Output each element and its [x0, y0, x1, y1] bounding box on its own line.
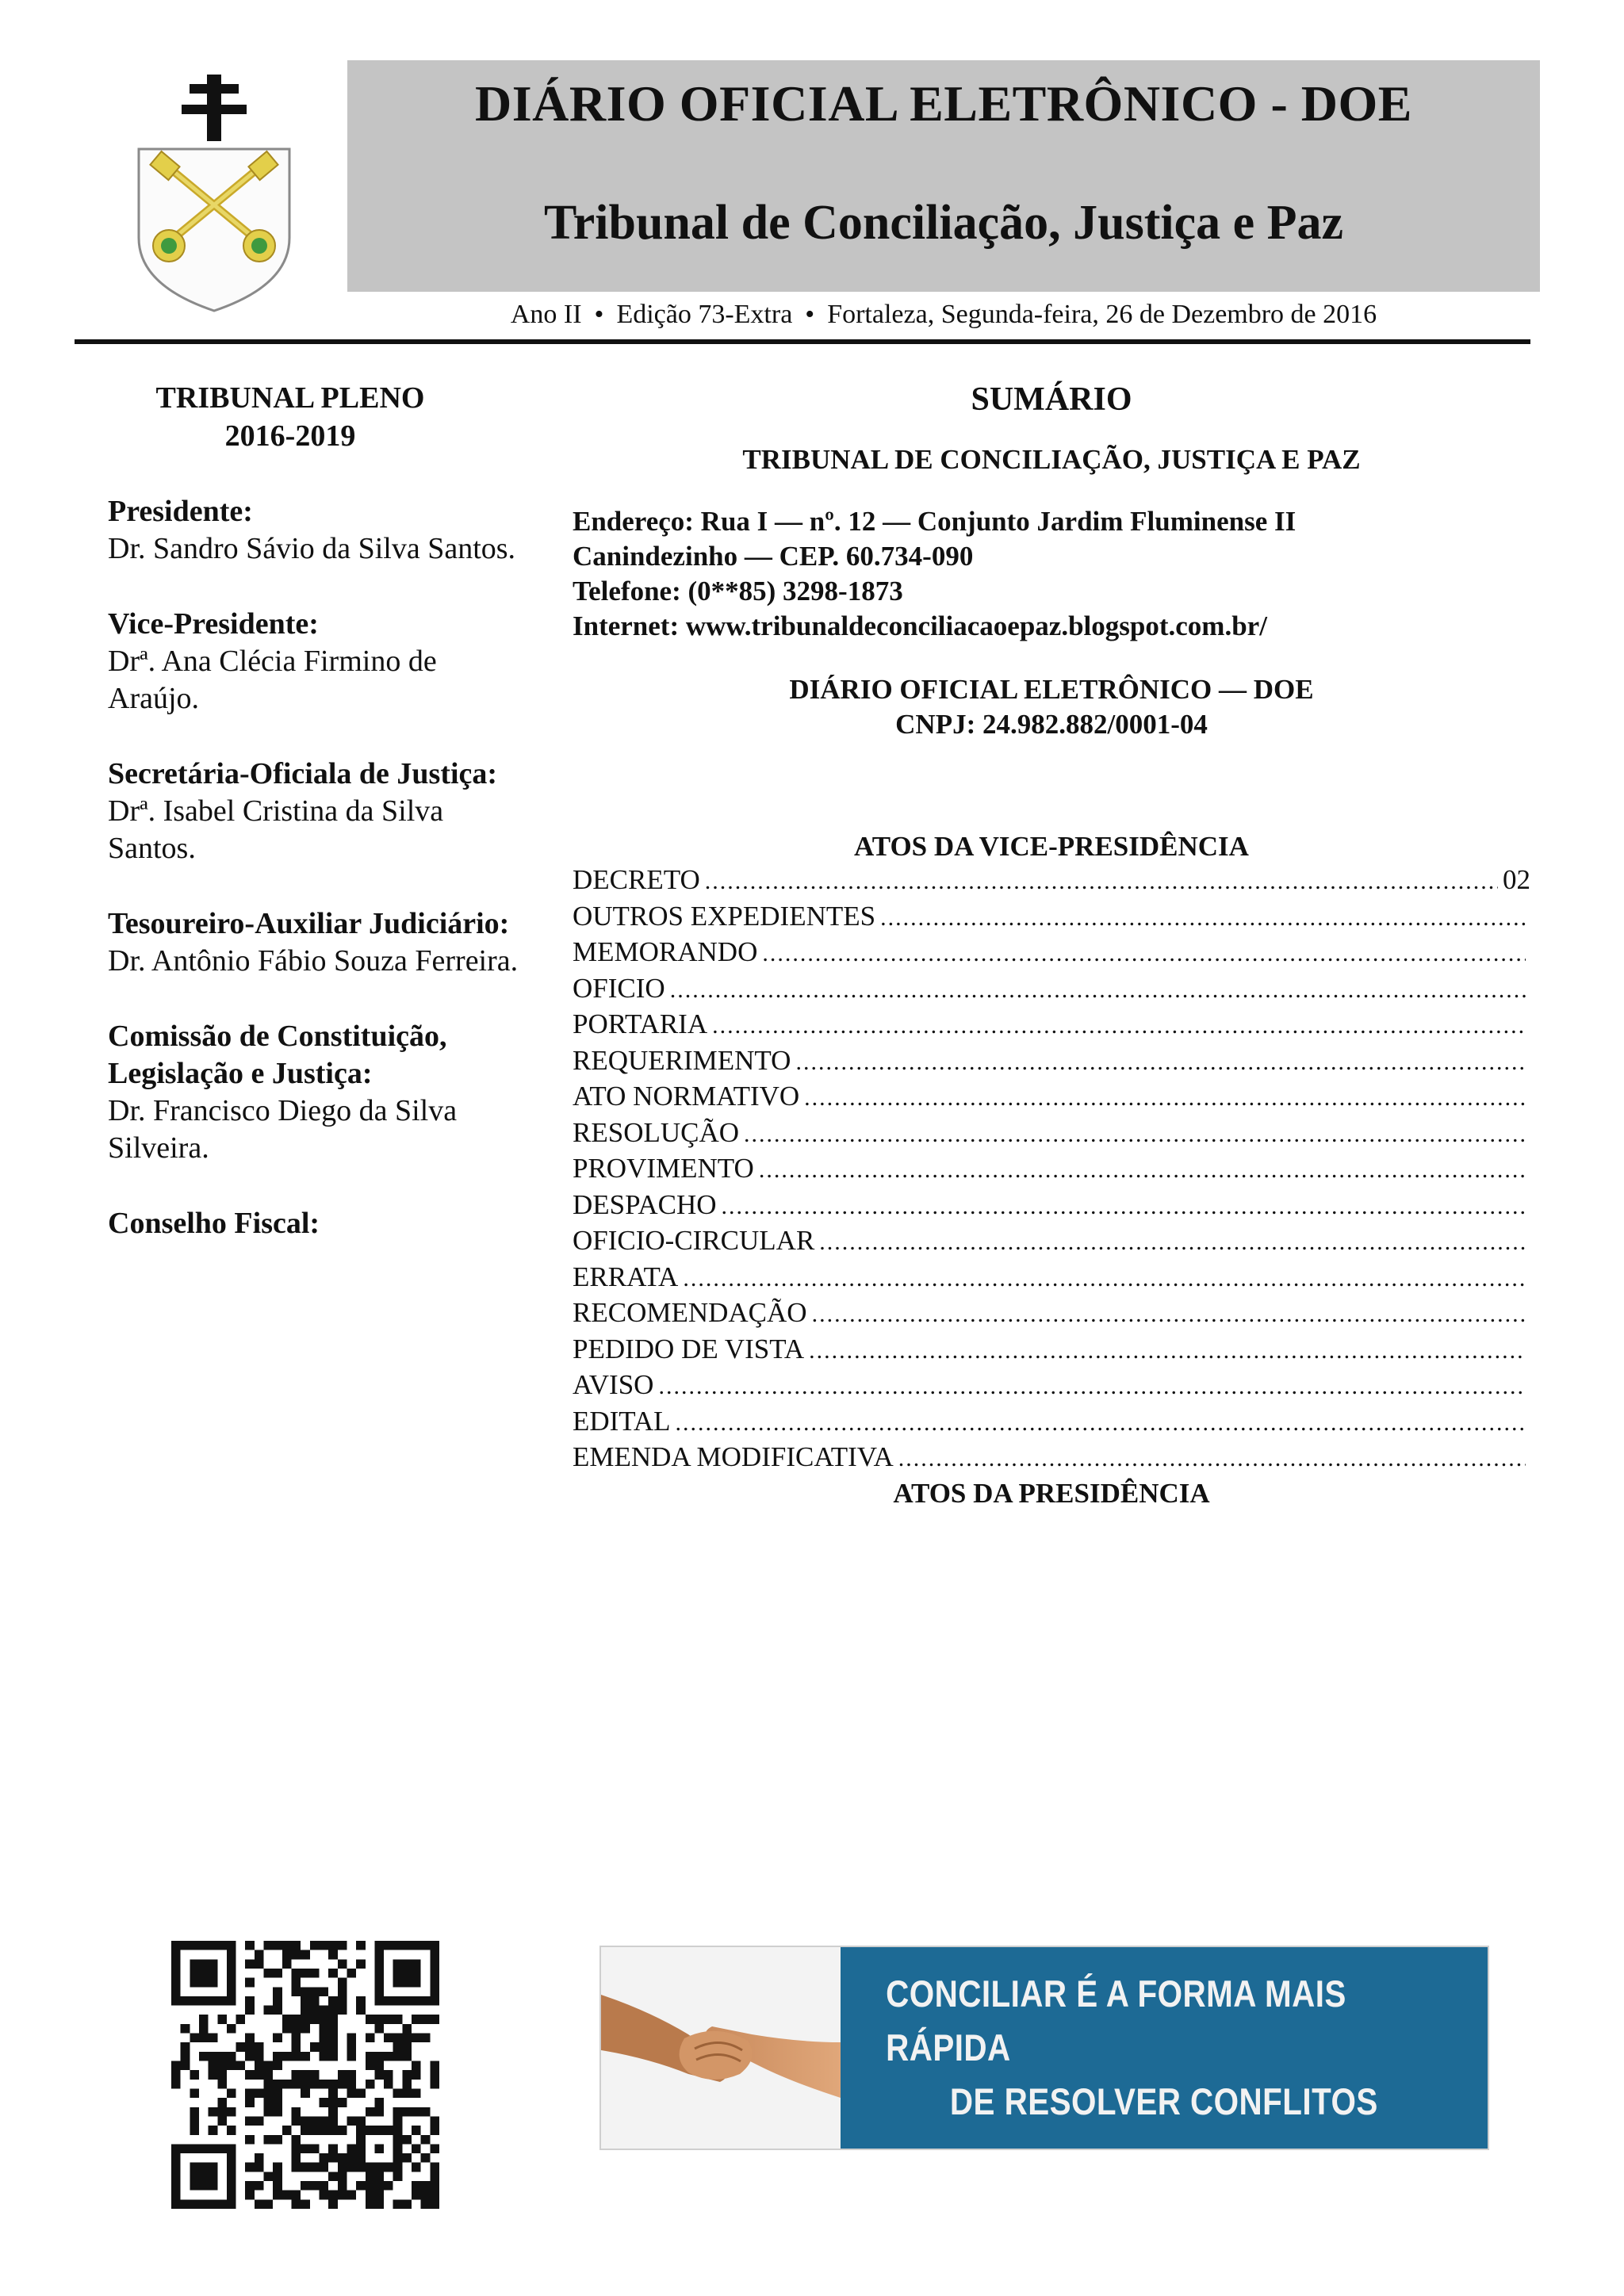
plenary-sidebar — [108, 379, 520, 1242]
toc-leader-dots — [795, 1045, 1526, 1080]
toc-item[interactable] — [573, 1440, 1530, 1476]
vice-presidency-heading: ATOS DA VICE-PRESIDÊNCIA — [854, 831, 1249, 862]
plenary-heading-line1: TRIBUNAL PLENO — [155, 381, 425, 415]
bullet-separator: • — [594, 300, 604, 329]
toc-label: MEMORANDO — [573, 936, 758, 967]
phone-line: Telefone: (0**85) 3298-1873 — [573, 576, 903, 607]
toc-leader-dots — [683, 1261, 1526, 1296]
toc-leader-dots — [744, 1117, 1526, 1152]
toc-leader-dots — [712, 1008, 1526, 1043]
toc-item[interactable] — [573, 1151, 1530, 1188]
toc-label: REQUERIMENTO — [573, 1044, 791, 1076]
toc-label: ATO NORMATIVO — [573, 1081, 800, 1112]
masthead-subtitle: Tribunal de Conciliação, Justiça e Paz — [543, 196, 1344, 250]
toc-item[interactable] — [573, 1295, 1530, 1332]
toc-label: OFICIO — [573, 972, 665, 1004]
toc-label: PROVIMENTO — [573, 1153, 754, 1184]
member-name: Dr. Francisco Diego da Silva Silveira. — [108, 1094, 458, 1165]
banner-line1: CONCILIAR É A FORMA MAIS RÁPIDA — [886, 1973, 1346, 2068]
toc-leader-dots — [804, 1081, 1526, 1115]
edition-line — [347, 300, 1540, 330]
toc-item[interactable] — [573, 1332, 1530, 1368]
edition-date: Fortaleza, Segunda-feira, 26 de Dezembro de 2016 — [827, 300, 1377, 329]
plenary-heading-line2: 2016-2019 — [224, 419, 356, 453]
summary-column — [573, 377, 1530, 1511]
bullet-separator: • — [805, 300, 815, 329]
toc-item[interactable] — [573, 1368, 1530, 1404]
toc-leader-dots — [819, 1225, 1526, 1260]
member-entry — [108, 756, 520, 867]
member-name: Drª. Ana Clécia Firmino de Araújo. — [108, 645, 437, 715]
toc-leader-dots — [812, 1297, 1526, 1332]
address-line2: Canindezinho — CEP. 60.734-090 — [573, 541, 974, 572]
cnpj-line: CNPJ: 24.982.882/0001-04 — [895, 709, 1208, 740]
toc-page-number: 02 — [1503, 864, 1530, 895]
member-entry — [108, 493, 520, 568]
doe-name: DIÁRIO OFICIAL ELETRÔNICO — DOE — [789, 674, 1314, 705]
member-role: Secretária-Oficiala de Justiça: — [108, 757, 498, 790]
toc-label: PEDIDO DE VISTA — [573, 1333, 805, 1364]
toc-item[interactable] — [573, 971, 1530, 1008]
toc-label: RECOMENDAÇÃO — [573, 1297, 807, 1328]
banner-text-panel — [841, 1947, 1488, 2149]
toc-item[interactable] — [573, 1079, 1530, 1115]
toc-item[interactable] — [573, 1404, 1530, 1441]
member-entry — [108, 1018, 520, 1167]
member-role: Presidente: — [108, 495, 253, 528]
members-list — [108, 493, 520, 1167]
member-entry — [108, 606, 520, 718]
qr-code-icon — [171, 1941, 439, 2209]
toc-label: EMENDA MODIFICATIVA — [573, 1441, 894, 1472]
doe-block — [573, 672, 1530, 742]
summary-title: SUMÁRIO — [971, 381, 1132, 418]
member-name: Dr. Antônio Fábio Souza Ferreira. — [108, 944, 519, 978]
member-role: Comissão de Constituição, Legislação e Justiça: — [108, 1020, 447, 1090]
toc-leader-dots — [705, 864, 1498, 899]
coat-of-arms-icon — [131, 71, 297, 317]
toc-leader-dots — [658, 1369, 1526, 1404]
toc-label: PORTARIA — [573, 1008, 708, 1039]
toc-item[interactable] — [573, 1223, 1530, 1260]
toc-item[interactable] — [573, 1188, 1530, 1224]
internet-link[interactable]: Internet: www.tribunaldeconciliacaoepaz.blogspot.com.br/ — [573, 610, 1267, 641]
contact-block — [573, 504, 1530, 644]
edition-year: Ano II — [510, 300, 582, 329]
address-line1: Endereço: Rua I — nº. 12 — Conjunto Jardim Fluminense II — [573, 506, 1297, 537]
toc-label: EDITAL — [573, 1405, 671, 1437]
toc-label: OUTROS EXPEDIENTES — [573, 900, 876, 932]
header-divider — [75, 339, 1530, 344]
toc-leader-dots — [898, 1441, 1526, 1476]
toc-leader-dots — [676, 1406, 1526, 1441]
toc-leader-dots — [670, 973, 1526, 1008]
toc-item[interactable] — [573, 935, 1530, 971]
toc-leader-dots — [722, 1189, 1526, 1224]
member-name: Dr. Sandro Sávio da Silva Santos. — [108, 532, 516, 565]
toc-item[interactable] — [573, 1007, 1530, 1043]
toc-leader-dots — [809, 1334, 1526, 1368]
handshake-icon — [601, 1947, 841, 2149]
conciliation-banner — [599, 1946, 1489, 2150]
toc-label: AVISO — [573, 1369, 654, 1400]
toc-label: ERRATA — [573, 1261, 679, 1292]
banner-line2: DE RESOLVER CONFLITOS — [950, 2080, 1378, 2122]
plenary-heading — [92, 379, 488, 455]
toc-label: DESPACHO — [573, 1188, 717, 1220]
member-role: Vice-Presidente: — [108, 607, 319, 641]
toc-label: OFICIO-CIRCULAR — [573, 1225, 815, 1256]
toc-item[interactable] — [573, 1043, 1530, 1080]
member-name: Drª. Isabel Cristina da Silva Santos. — [108, 794, 444, 865]
presidency-heading: ATOS DA PRESIDÊNCIA — [893, 1477, 1210, 1509]
edition-number: Edição 73-Extra — [616, 300, 793, 329]
toc-item[interactable] — [573, 1260, 1530, 1296]
toc-item[interactable] — [573, 863, 1530, 899]
toc-label: RESOLUÇÃO — [573, 1116, 740, 1148]
org-name: TRIBUNAL DE CONCILIAÇÃO, JUSTIÇA E PAZ — [742, 444, 1361, 475]
toc-leader-dots — [880, 901, 1526, 936]
toc-leader-dots — [759, 1153, 1526, 1188]
toc-leader-dots — [762, 936, 1526, 971]
toc-item[interactable] — [573, 899, 1530, 936]
toc-label: DECRETO — [573, 864, 700, 895]
masthead-title: DIÁRIO OFICIAL ELETRÔNICO - DOE — [475, 75, 1412, 132]
member-role: Tesoureiro-Auxiliar Judiciário: — [108, 907, 510, 940]
table-of-contents — [573, 863, 1530, 1476]
masthead — [347, 60, 1540, 292]
toc-item[interactable] — [573, 1115, 1530, 1152]
member-entry — [108, 905, 520, 980]
council-label: Conselho Fiscal: — [108, 1207, 320, 1240]
